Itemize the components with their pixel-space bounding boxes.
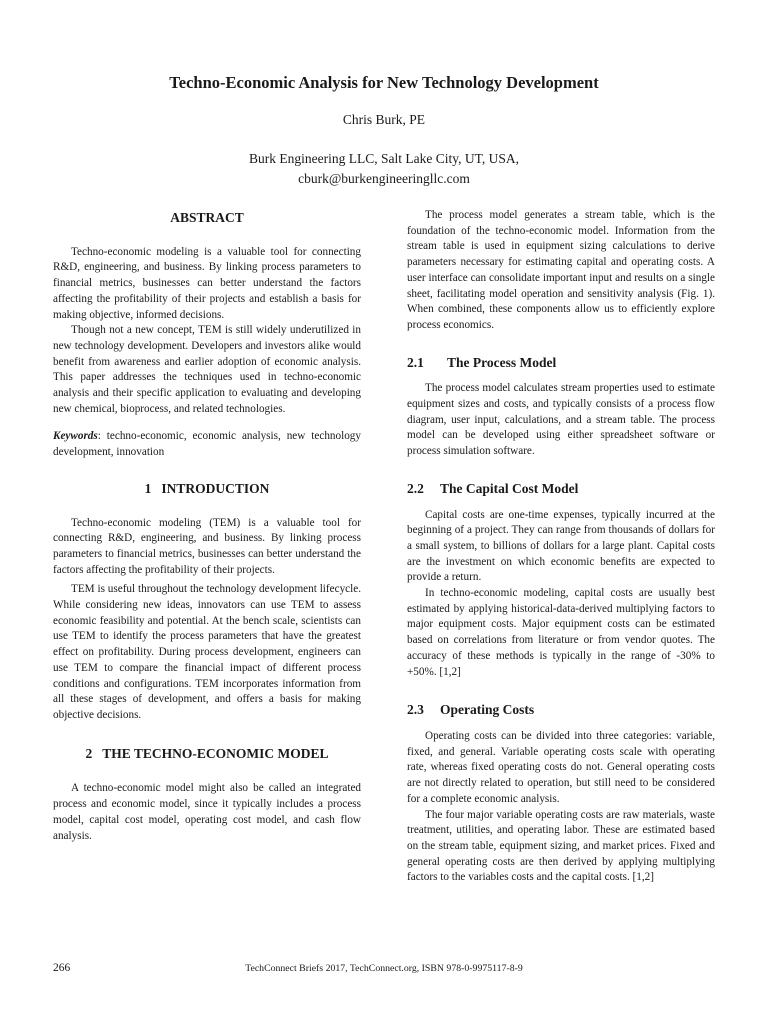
paper-title: Techno-Economic Analysis for New Technology Development — [169, 73, 599, 92]
intro-paragraph: Techno-economic modeling (TEM) is a valuable tool for connecting R&D, engineering, and business. By linking process parameters to financial metrics, businesses can better understand the factors affecting the profitability of their projects. — [53, 516, 361, 576]
footer-citation: TechConnect Briefs 2017, TechConnect.org, ISBN 978-0-9975117-8-9 — [245, 963, 523, 974]
operating-costs-paragraph: Operating costs can be divided into three categories: variable, fixed, and general. Variable operating costs scale with operating rate, whereas fixed operating costs do not. General operating costs are not directly related to operation, but still need to be considered for a complete economic analysis. — [407, 729, 715, 805]
section-heading-introduction — [53, 481, 361, 497]
affiliation-line: Burk Engineering LLC, Salt Lake City, UT, USA, — [249, 151, 519, 166]
right-column — [407, 208, 715, 886]
capital-cost-paragraph: Capital costs are one-time expenses, typically incurred at the beginning of a project. They can range from thousands of dollars for a small system, to billions of dollars for a large plant. Capital costs are the investment on which economic benefits are expected to provide a return. — [407, 508, 715, 584]
operating-costs-paragraph: The four major variable operating costs are raw materials, waste treatment, utilities, and operating labor. These are estimated based on the stream table, equipment sizing, and market prices. Fixed and general operating costs are then derived by applying multiplying factors to the variables costs and the capital costs. [1,2] — [407, 808, 715, 884]
abstract-paragraph: Though not a new concept, TEM is still widely underutilized in new technology development. Developers and investors alike would benefit from awareness and earlier adoption of economic analysis. This paper addresses the techniques used in techno-economic analysis and their specific application to evaluating and developing new chemical, bioprocess, and related technologies. — [53, 324, 361, 415]
abstract-paragraph: Techno-economic modeling is a valuable tool for connecting R&D, engineering, and business. By linking process parameters to financial metrics, businesses can better understand the factors affecting the profitability of their projects and establish a basis for making objective, informed decisions. — [53, 245, 361, 321]
section-number: 2 — [85, 745, 93, 761]
section-heading-capital-cost-model — [407, 481, 715, 497]
process-model-paragraph: The process model calculates stream properties used to estimate equipment sizes and costs, and typically consists of a process flow diagram, user input, calculations, and a stream table. The process model can be developed using either spreadsheet software or process simulation software. — [407, 382, 715, 458]
section-number: 2.1 — [407, 354, 424, 370]
page-number: 266 — [53, 962, 71, 974]
intro-paragraph: TEM is useful throughout the technology development lifecycle. While considering new ideas, innovators can use TEM to assess economic feasibility and potential. At the bench scale, scientists can use TEM to identify the process parameters that have the greatest effect on profitability. During process development, engineers can use TEM to compare the financial impact of different process conditions and configurations. TEM incorporates information from all these stages of development, and offers a basis for making objective decisions. — [53, 583, 361, 721]
abstract-heading: ABSTRACT — [170, 210, 244, 225]
author-name: Chris Burk, PE — [342, 112, 426, 127]
section-title: The Process Model — [447, 354, 557, 370]
model-paragraph: The process model generates a stream table, which is the foundation of the techno-economic model. Information from the stream table is used in equipment sizing calculations to derive parameters necessary for estimating capital and operating costs. A user interface can consolidate important input and results on a single sheet, facilitating model operation and sensitivity analysis (Fig. 1). When combined, these components allow us to efficiently explore process economics. — [407, 209, 715, 331]
section-number: 1 — [144, 480, 152, 496]
author-email[interactable]: cburk@burkengineeringllc.com — [298, 171, 470, 186]
model-paragraph: A techno-economic model might also be called an integrated process and economic model, since it typically includes a process model, capital cost model, operating cost model, and cash flow analysis. — [53, 782, 361, 842]
section-title: THE TECHNO-ECONOMIC MODEL — [102, 745, 329, 761]
left-column — [53, 208, 361, 844]
keywords-line — [53, 429, 361, 460]
section-title: Operating Costs — [440, 702, 535, 718]
keywords-text: : techno-economic, economic analysis, new technology development, innovation — [53, 430, 361, 459]
section-heading-process-model — [407, 355, 715, 371]
capital-cost-paragraph: In techno-economic modeling, capital costs are usually best estimated by applying historical-data-derived multiplying factors to major equipment costs. Major equipment costs can be estimated based on correlations from literature or from vendor quotes. The accuracy of these methods is typically in the range of -30% to +50%. [1,2] — [407, 587, 715, 678]
author-affiliation — [0, 149, 768, 189]
section-title: The Capital Cost Model — [440, 480, 579, 496]
section-heading-operating-costs — [407, 702, 715, 718]
keywords-label: Keywords — [53, 430, 98, 443]
section-number: 2.3 — [407, 702, 424, 718]
section-number: 2.2 — [407, 480, 424, 496]
section-heading-techno-economic-model — [53, 746, 361, 762]
section-title: INTRODUCTION — [161, 480, 270, 496]
